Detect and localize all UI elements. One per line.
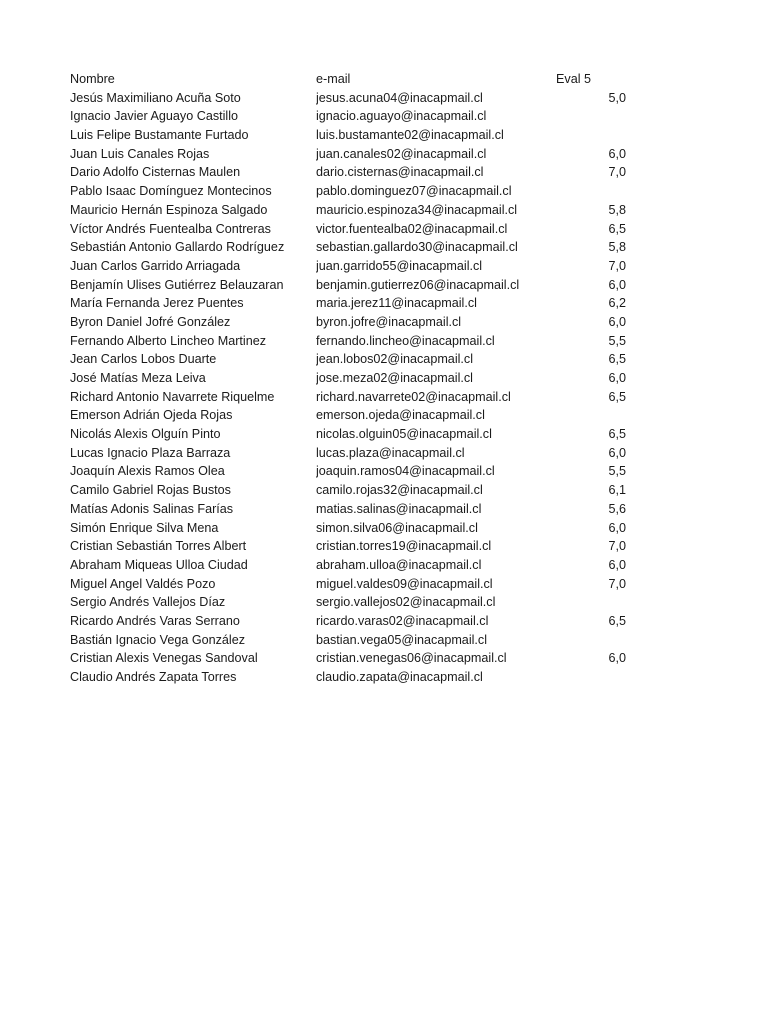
student-name-cell: Sebastián Antonio Gallardo Rodríguez xyxy=(70,240,285,255)
student-email-cell: bastian.vega05@inacapmail.cl xyxy=(316,632,488,647)
student-email-cell: camilo.rojas32@inacapmail.cl xyxy=(316,483,483,498)
eval-grade-cell xyxy=(556,406,626,425)
eval-grade-cell: 7,0 xyxy=(608,258,626,273)
header-eval: Eval 5 xyxy=(556,72,592,86)
student-email-cell: benjamin.gutierrez06@inacapmail.cl xyxy=(316,277,520,292)
grades-sheet xyxy=(70,70,670,687)
eval-grade-cell: 6,5 xyxy=(608,221,626,236)
student-name-cell: Richard Antonio Navarrete Riquelme xyxy=(70,389,275,404)
student-name-cell: José Matías Meza Leiva xyxy=(70,371,206,385)
eval-grade-cell: 5,8 xyxy=(608,202,626,217)
student-name-cell: Miguel Angel Valdés Pozo xyxy=(70,576,216,591)
student-email-cell: lucas.plaza@inacapmail.cl xyxy=(316,445,465,460)
student-email-cell: jose.meza02@inacapmail.cl xyxy=(316,371,473,385)
student-name-cell: Sergio Andrés Vallejos Díaz xyxy=(70,595,226,610)
student-email-cell: ignacio.aguayo@inacapmail.cl xyxy=(316,109,487,124)
student-name-cell: Simón Enrique Silva Mena xyxy=(70,520,219,535)
student-name-cell: Nicolás Alexis Olguín Pinto xyxy=(70,427,221,442)
table-row xyxy=(70,276,670,295)
table-row xyxy=(70,631,670,650)
student-name-cell: Víctor Andrés Fuentealba Contreras xyxy=(70,221,271,236)
student-name-cell: Mauricio Hernán Espinoza Salgado xyxy=(70,202,268,217)
student-email-cell: claudio.zapata@inacapmail.cl xyxy=(316,670,483,684)
header-row xyxy=(70,70,670,89)
eval-grade-cell: 7,0 xyxy=(608,165,626,180)
student-name-cell: Byron Daniel Jofré González xyxy=(70,314,231,329)
student-name-cell: Claudio Andrés Zapata Torres xyxy=(70,670,237,684)
eval-grade-cell: 6,0 xyxy=(608,371,626,385)
student-name-cell: Cristian Alexis Venegas Sandoval xyxy=(70,651,258,666)
student-name-cell: Juan Carlos Garrido Arriagada xyxy=(70,258,241,273)
student-name-cell: Pablo Isaac Domínguez Montecinos xyxy=(70,184,272,199)
student-email-cell: pablo.dominguez07@inacapmail.cl xyxy=(316,184,512,199)
student-name-cell: Camilo Gabriel Rojas Bustos xyxy=(70,483,231,498)
student-email-cell: abraham.ulloa@inacapmail.cl xyxy=(316,557,482,572)
table-row xyxy=(70,126,670,145)
table-row xyxy=(70,89,670,108)
student-name-cell: Joaquín Alexis Ramos Olea xyxy=(70,464,225,479)
table-row xyxy=(70,500,670,519)
table-row xyxy=(70,593,670,612)
header-name: Nombre xyxy=(70,72,115,86)
student-email-cell: luis.bustamante02@inacapmail.cl xyxy=(316,128,504,143)
eval-grade-cell xyxy=(556,182,626,201)
eval-grade-cell: 6,0 xyxy=(608,520,626,535)
eval-grade-cell xyxy=(556,631,626,650)
table-row xyxy=(70,649,670,668)
student-email-cell: mauricio.espinoza34@inacapmail.cl xyxy=(316,202,518,217)
student-name-cell: Luis Felipe Bustamante Furtado xyxy=(70,128,249,143)
table-row xyxy=(70,294,670,313)
student-email-cell: matias.salinas@inacapmail.cl xyxy=(316,501,482,516)
eval-grade-cell: 5,5 xyxy=(608,464,626,479)
student-name-cell: Fernando Alberto Lincheo Martinez xyxy=(70,333,267,348)
table-row xyxy=(70,388,670,407)
eval-grade-cell: 6,0 xyxy=(608,277,626,292)
student-email-cell: miguel.valdes09@inacapmail.cl xyxy=(316,576,493,591)
eval-grade-cell: 6,5 xyxy=(608,613,626,628)
header-email: e-mail xyxy=(316,72,351,86)
student-email-cell: fernando.lincheo@inacapmail.cl xyxy=(316,333,495,348)
table-row xyxy=(70,107,670,126)
eval-grade-cell: 5,8 xyxy=(608,240,626,255)
student-email-cell: joaquin.ramos04@inacapmail.cl xyxy=(316,464,495,479)
table-body xyxy=(70,89,670,687)
student-email-cell: maria.jerez11@inacapmail.cl xyxy=(316,296,477,311)
table-row xyxy=(70,612,670,631)
table-row xyxy=(70,369,670,388)
eval-grade-cell: 6,5 xyxy=(608,427,626,442)
table-row xyxy=(70,537,670,556)
student-email-cell: nicolas.olguin05@inacapmail.cl xyxy=(316,427,492,442)
eval-grade-cell: 7,0 xyxy=(608,539,626,554)
eval-grade-cell: 6,5 xyxy=(608,352,626,367)
student-email-cell: jesus.acuna04@inacapmail.cl xyxy=(316,90,483,105)
table-row xyxy=(70,220,670,239)
student-email-cell: byron.jofre@inacapmail.cl xyxy=(316,314,462,329)
student-email-cell: sebastian.gallardo30@inacapmail.cl xyxy=(316,240,518,255)
eval-grade-cell xyxy=(556,593,626,612)
student-email-cell: ricardo.varas02@inacapmail.cl xyxy=(316,613,489,628)
table-row xyxy=(70,481,670,500)
student-name-cell: Emerson Adrián Ojeda Rojas xyxy=(70,408,233,423)
eval-grade-cell xyxy=(556,107,626,126)
eval-grade-cell: 6,5 xyxy=(608,389,626,404)
table-row xyxy=(70,519,670,538)
student-name-cell: Matías Adonis Salinas Farías xyxy=(70,501,234,516)
eval-grade-cell: 6,0 xyxy=(608,314,626,329)
student-name-cell: Lucas Ignacio Plaza Barraza xyxy=(70,445,231,460)
student-name-cell: Bastián Ignacio Vega González xyxy=(70,632,246,647)
student-name-cell: Ricardo Andrés Varas Serrano xyxy=(70,613,240,628)
table-row xyxy=(70,313,670,332)
table-row xyxy=(70,145,670,164)
student-name-cell: Juan Luis Canales Rojas xyxy=(70,146,210,161)
student-email-cell: juan.garrido55@inacapmail.cl xyxy=(316,258,483,273)
table-row xyxy=(70,462,670,481)
eval-grade-cell: 5,6 xyxy=(608,501,626,516)
student-name-cell: Dario Adolfo Cisternas Maulen xyxy=(70,165,241,180)
student-email-cell: sergio.vallejos02@inacapmail.cl xyxy=(316,595,496,610)
eval-grade-cell: 6,1 xyxy=(608,483,626,498)
table-row xyxy=(70,332,670,351)
student-email-cell: emerson.ojeda@inacapmail.cl xyxy=(316,408,485,423)
student-name-cell: Benjamín Ulises Gutiérrez Belauzaran xyxy=(70,277,284,292)
eval-grade-cell: 6,0 xyxy=(608,651,626,666)
student-email-cell: jean.lobos02@inacapmail.cl xyxy=(316,352,474,367)
table-row xyxy=(70,406,670,425)
table-row xyxy=(70,425,670,444)
eval-grade-cell: 6,0 xyxy=(608,557,626,572)
student-email-cell: juan.canales02@inacapmail.cl xyxy=(316,146,487,161)
eval-grade-cell xyxy=(556,126,626,145)
eval-grade-cell: 5,5 xyxy=(608,333,626,348)
table-row xyxy=(70,238,670,257)
student-name-cell: Jesús Maximiliano Acuña Soto xyxy=(70,90,241,105)
student-name-cell: Cristian Sebastián Torres Albert xyxy=(70,539,247,554)
student-name-cell: Ignacio Javier Aguayo Castillo xyxy=(70,109,239,124)
student-name-cell: Jean Carlos Lobos Duarte xyxy=(70,352,217,367)
student-email-cell: victor.fuentealba02@inacapmail.cl xyxy=(316,221,508,236)
eval-grade-cell: 6,0 xyxy=(608,146,626,161)
eval-grade-cell: 7,0 xyxy=(608,576,626,591)
table-row xyxy=(70,668,670,687)
student-email-cell: cristian.venegas06@inacapmail.cl xyxy=(316,651,507,666)
student-email-cell: cristian.torres19@inacapmail.cl xyxy=(316,539,492,554)
table-row xyxy=(70,182,670,201)
eval-grade-cell: 6,0 xyxy=(608,445,626,460)
student-name-cell: Abraham Miqueas Ulloa Ciudad xyxy=(70,557,248,572)
table-row xyxy=(70,556,670,575)
table-row xyxy=(70,350,670,369)
student-email-cell: simon.silva06@inacapmail.cl xyxy=(316,520,478,535)
eval-grade-cell: 5,0 xyxy=(608,90,626,105)
eval-grade-cell xyxy=(556,668,626,687)
student-name-cell: María Fernanda Jerez Puentes xyxy=(70,296,244,311)
table-row xyxy=(70,257,670,276)
table-row xyxy=(70,575,670,594)
table-row xyxy=(70,201,670,220)
student-email-cell: richard.navarrete02@inacapmail.cl xyxy=(316,389,511,404)
table-row xyxy=(70,163,670,182)
student-email-cell: dario.cisternas@inacapmail.cl xyxy=(316,165,484,180)
eval-grade-cell: 6,2 xyxy=(608,296,626,311)
table-row xyxy=(70,444,670,463)
